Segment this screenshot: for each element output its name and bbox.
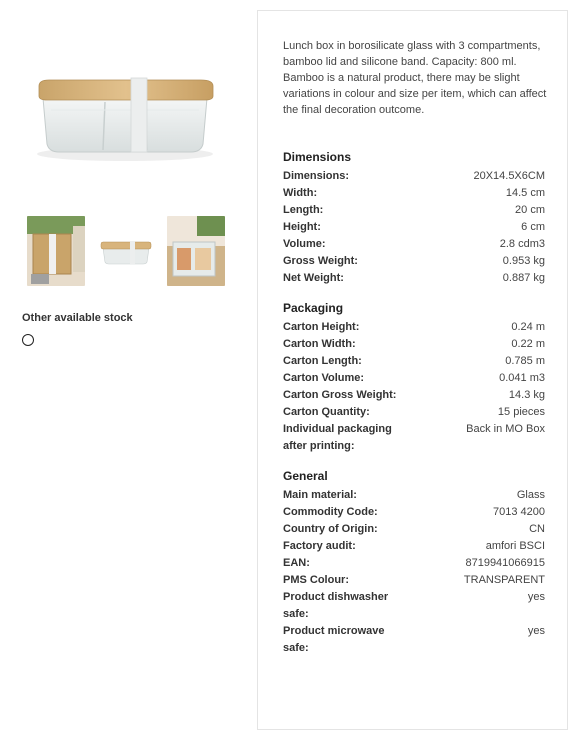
spec-value: TRANSPARENT [463, 574, 545, 586]
general-spec-row [283, 504, 545, 521]
packaging-spec-row [283, 421, 545, 455]
dimensions-spec-row [283, 219, 545, 236]
product-gallery [0, 0, 250, 741]
general-spec-row [283, 572, 545, 589]
spec-label: Individual packaging after printing: [283, 423, 392, 452]
spec-value: 20 cm [515, 204, 545, 216]
packaging-spec-row [283, 387, 545, 404]
dimensions-spec-row [283, 253, 545, 270]
spec-value: 14.5 cm [505, 187, 545, 199]
spec-value: Glass [516, 489, 545, 501]
general-spec-row [283, 538, 545, 555]
product-details-panel [257, 10, 568, 730]
spec-value: 0.953 kg [502, 255, 545, 267]
spec-label: Carton Length: [283, 355, 362, 367]
general-spec-row [283, 589, 545, 623]
packaging-spec-row [283, 319, 545, 336]
general-spec-row [283, 623, 545, 657]
spec-label: Height: [283, 221, 321, 233]
thumbnail-product[interactable] [97, 216, 155, 286]
packaging-section [283, 301, 545, 455]
packaging-spec-row [283, 370, 545, 387]
product-description: Lunch box in borosilicate glass with 3 compartments, bamboo lid and silicone band. Capacity: 800 ml. Bamboo is a natural product, there may be slight variations in colour and size per item, which can affect the final decoration outcome. [283, 40, 547, 116]
spec-label: Width: [283, 187, 318, 199]
spec-label: PMS Colour: [283, 574, 349, 586]
thumbnail-lifestyle-2[interactable] [167, 216, 225, 286]
dimensions-section [283, 150, 545, 287]
packaging-spec-row [283, 404, 545, 421]
packaging-heading: Packaging [283, 301, 344, 315]
thumbnail-lifestyle-1[interactable] [27, 216, 85, 286]
dimensions-heading: Dimensions [283, 150, 352, 164]
dimensions-spec-row [283, 185, 545, 202]
general-heading: General [283, 469, 328, 483]
dimensions-spec-row [283, 168, 545, 185]
spec-label: Gross Weight: [283, 255, 358, 267]
spec-value: 0.887 kg [502, 272, 545, 284]
spec-label: Carton Gross Weight: [283, 389, 397, 401]
spec-label: Length: [283, 204, 324, 216]
spec-value: yes [527, 591, 545, 603]
spec-label: Carton Height: [283, 321, 360, 333]
packaging-spec-row [283, 353, 545, 370]
packaging-spec-row [283, 336, 545, 353]
stock-option-radio[interactable] [22, 334, 34, 346]
spec-value: 2.8 cdm3 [499, 238, 545, 250]
dimensions-spec-row [283, 236, 545, 253]
spec-value: 0.24 m [511, 321, 545, 333]
spec-label: Carton Width: [283, 338, 356, 350]
spec-value: 0.785 m [505, 355, 545, 367]
spec-label: Dimensions: [283, 170, 350, 182]
spec-label: Carton Volume: [283, 372, 365, 384]
spec-label: Product microwave safe: [283, 625, 385, 654]
spec-value: 8719941066915 [465, 557, 545, 569]
spec-value: amfori BSCI [485, 540, 545, 552]
general-spec-row [283, 555, 545, 572]
spec-label: Country of Origin: [283, 523, 378, 535]
general-spec-row [283, 487, 545, 504]
general-spec-row [283, 521, 545, 538]
spec-value: 6 cm [521, 221, 545, 233]
other-stock-title: Other available stock [22, 312, 133, 324]
spec-label: Carton Quantity: [283, 406, 370, 418]
spec-value: 0.22 m [511, 338, 545, 350]
spec-label: Commodity Code: [283, 506, 378, 518]
dimensions-spec-row [283, 202, 545, 219]
spec-value: Back in MO Box [466, 423, 545, 435]
spec-label: EAN: [283, 557, 310, 569]
spec-value: yes [527, 625, 545, 637]
spec-value: 14.3 kg [508, 389, 545, 401]
spec-label: Main material: [283, 489, 357, 501]
spec-label: Volume: [283, 238, 326, 250]
spec-value: 0.041 m3 [499, 372, 545, 384]
dimensions-spec-row [283, 270, 545, 287]
main-product-image [25, 40, 225, 170]
spec-label: Product dishwasher safe: [283, 591, 389, 620]
thumbnail-strip [27, 216, 225, 286]
spec-label: Net Weight: [283, 272, 344, 284]
spec-value: 15 pieces [497, 406, 545, 418]
spec-value: CN [529, 523, 545, 535]
spec-value: 20X14.5X6CM [473, 170, 545, 182]
spec-value: 7013 4200 [493, 506, 545, 518]
spec-label: Factory audit: [283, 540, 356, 552]
general-section [283, 469, 545, 657]
